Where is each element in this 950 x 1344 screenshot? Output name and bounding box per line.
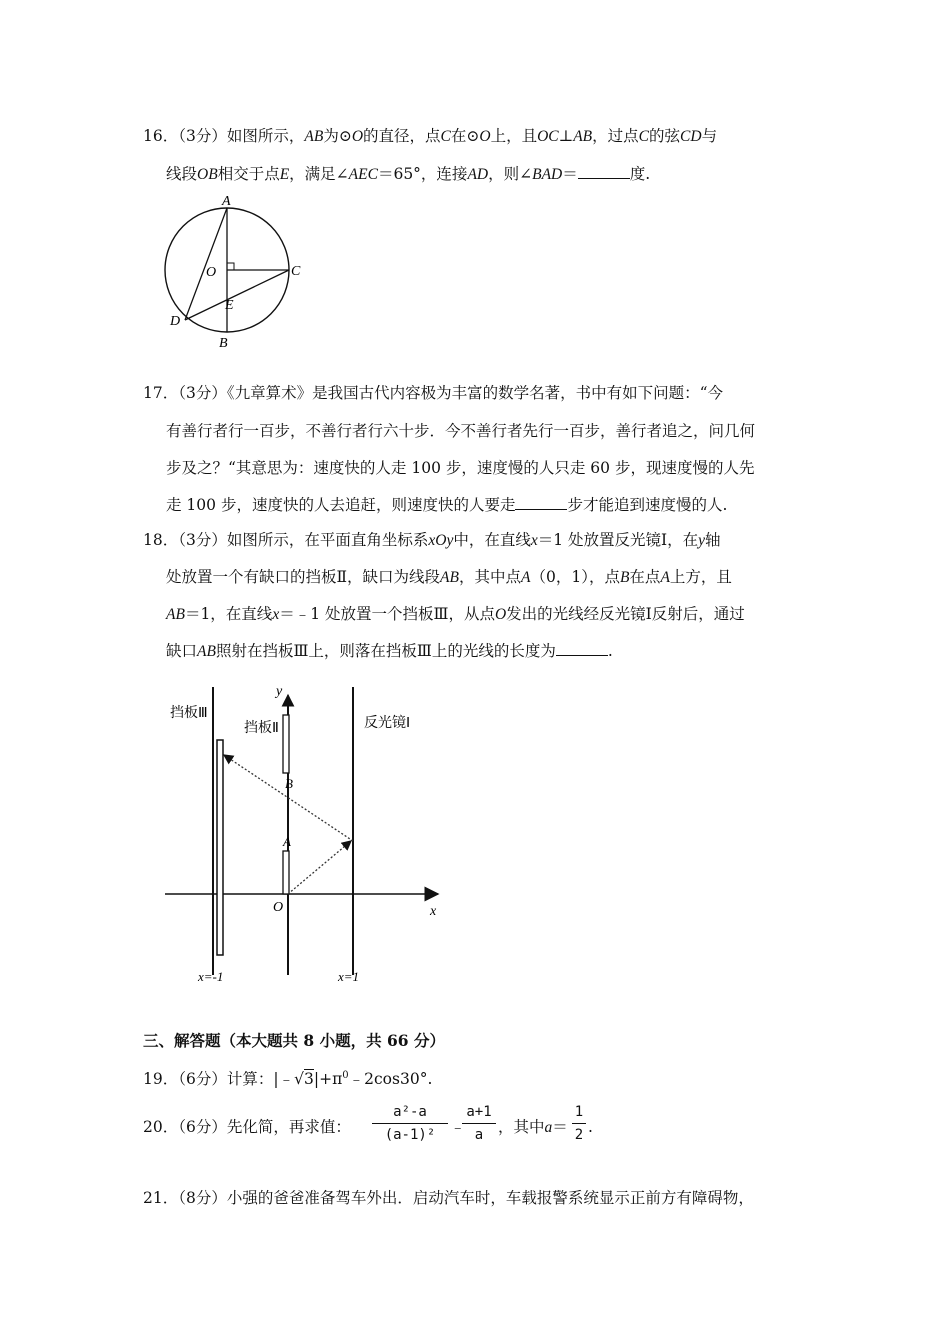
q18-line2: 处放置一个有缺口的挡板Ⅱ，缺口为线段AB，其中点A（0，1），点B在点A上方，且 bbox=[166, 568, 732, 586]
q20-minus: ﹣ bbox=[450, 1118, 466, 1136]
q18-line1: 18．（3分）如图所示，在平面直角坐标系xOy中，在直线x＝1 处放置反光镜Ⅰ，在y轴 bbox=[143, 531, 721, 549]
q21-line1: 21．（8分）小强的爸爸准备驾车外出．启动汽车时，车载报警系统显示正前方有障碍物， bbox=[143, 1189, 754, 1207]
circle-figure bbox=[155, 190, 315, 350]
label-y: y bbox=[276, 684, 283, 699]
section-3-title: 三、解答题（本大题共 8 小题，共 66 分） bbox=[143, 1031, 445, 1050]
radicand: 3 bbox=[303, 1070, 314, 1089]
label-x-neg1: x=-1 bbox=[198, 969, 224, 984]
label-d: D bbox=[170, 314, 181, 329]
q20-line: 20．（6分）先化简，再求值： bbox=[143, 1118, 351, 1136]
label-a: A bbox=[283, 834, 291, 849]
q20-end: . bbox=[588, 1118, 593, 1136]
q20-condition: ，其中a＝ bbox=[498, 1118, 568, 1136]
label-e: E bbox=[225, 298, 234, 313]
label-board2: 挡板Ⅱ bbox=[244, 721, 279, 736]
label-b: B bbox=[285, 776, 293, 791]
baffle-3 bbox=[217, 740, 223, 955]
baffle-2-lower bbox=[283, 851, 289, 894]
q19-line: 19．（6分）计算：$|﹣√3|+\pi^0﹣2\cos 30^\circ$. bbox=[143, 1070, 433, 1089]
q16-line2: 线段OB相交于点E，满足∠AEC＝65°，连接AD，则∠BAD＝ 度. bbox=[166, 165, 651, 183]
q17-line3: 步及之？“其意思为：速度快的人走 100 步，速度慢的人只走 60 步，现速度慢的人先 bbox=[166, 459, 755, 477]
mirror-figure bbox=[160, 675, 460, 985]
q18-line3: AB＝1，在直线x＝﹣1 处放置一个挡板Ⅲ，从点O发出的光线经反光镜Ⅰ反射后，通过 bbox=[166, 605, 745, 623]
answer-blank bbox=[556, 641, 608, 656]
baffle-2-upper bbox=[283, 715, 289, 773]
answer-blank bbox=[515, 495, 567, 510]
right-angle-mark bbox=[227, 263, 234, 270]
q17-line4: 走 100 步，速度快的人去追赶，则速度快的人要走 步才能追到速度慢的人. bbox=[166, 496, 728, 514]
label-board3: 挡板Ⅲ bbox=[170, 706, 208, 721]
sqrt-sign: √ bbox=[294, 1070, 304, 1089]
label-a: A bbox=[222, 194, 231, 209]
label-o: O bbox=[206, 265, 217, 280]
q17-line1: 17．（3分）《九章算术》是我国古代内容极为丰富的数学名著，书中有如下问题：“今 bbox=[143, 384, 724, 402]
fraction-2: a+1 a bbox=[462, 1103, 496, 1144]
fraction-3: 1 2 bbox=[572, 1103, 586, 1144]
incident-ray bbox=[288, 841, 351, 894]
label-mirror: 反光镜Ⅰ bbox=[364, 716, 411, 731]
q16-line1: 16．（3分）如图所示，AB为⊙O的直径，点C在⊙O上，且OC⊥AB，过点C的弦CD与 bbox=[143, 127, 718, 145]
fraction-1: a²-a (a-1)² bbox=[372, 1103, 448, 1144]
label-c: C bbox=[291, 264, 301, 279]
label-x-1: x=1 bbox=[338, 969, 360, 984]
label-o: O bbox=[273, 900, 284, 915]
q18-line4: 缺口AB照射在挡板Ⅲ上，则落在挡板Ⅲ上的光线的长度为 . bbox=[166, 642, 613, 660]
answer-blank bbox=[578, 164, 630, 179]
q17-line2: 有善行者行一百步，不善行者行六十步．今不善行者先行一百步，善行者追之，问几何 bbox=[166, 422, 756, 440]
label-b: B bbox=[219, 336, 228, 350]
label-x: x bbox=[430, 904, 437, 919]
